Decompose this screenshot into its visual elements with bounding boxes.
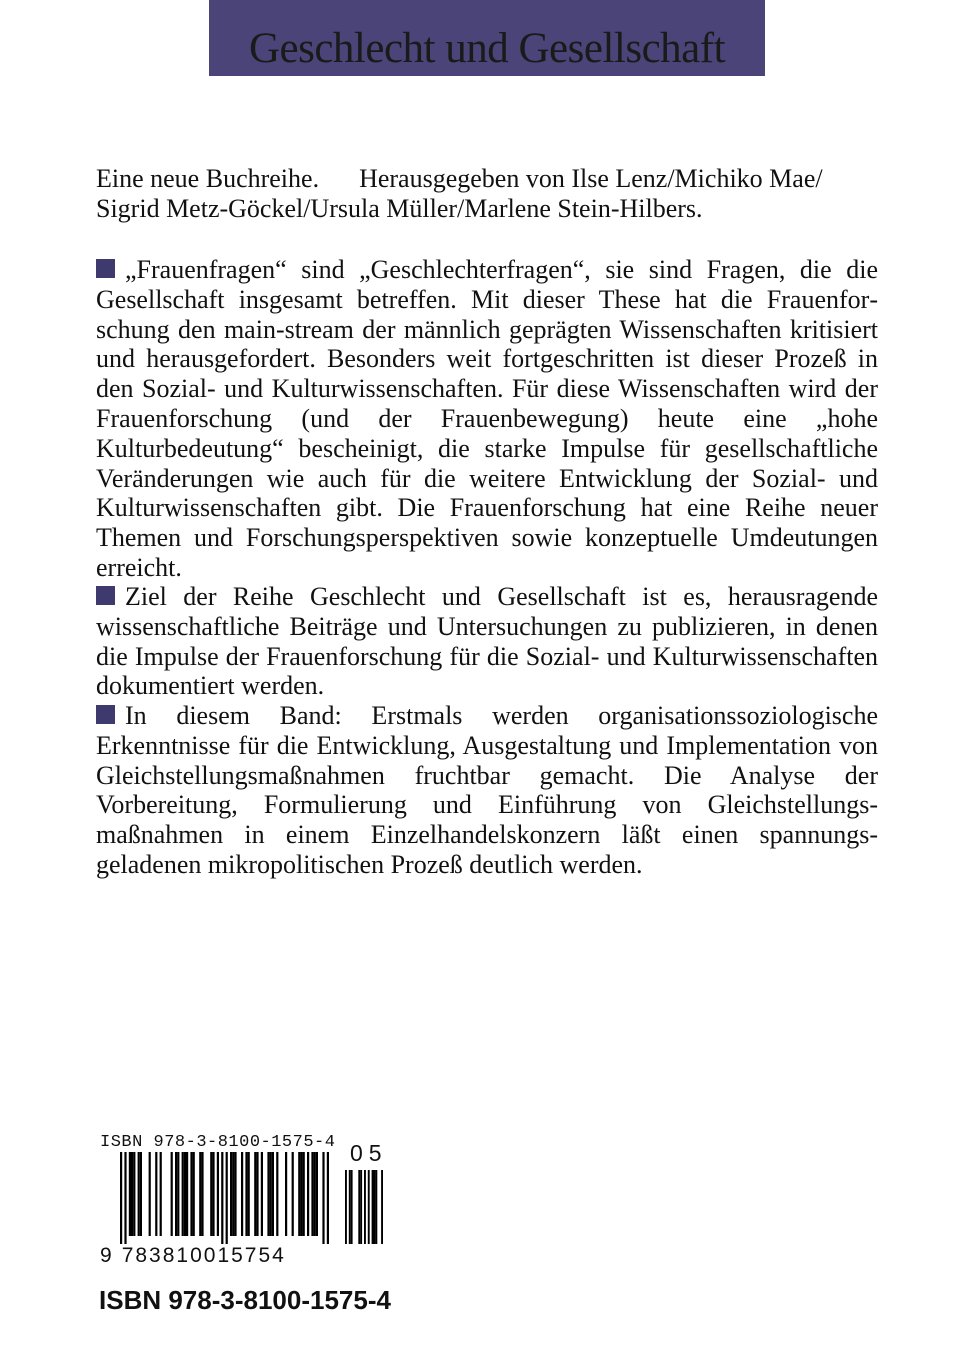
barcode-bar xyxy=(155,1152,157,1236)
barcode-guard-bar xyxy=(322,1152,324,1244)
barcode-guard-bar xyxy=(221,1152,223,1244)
bullet-square-icon xyxy=(96,586,115,605)
barcode-bar xyxy=(138,1152,140,1236)
barcode-bar xyxy=(234,1152,236,1236)
barcode-bar xyxy=(270,1152,272,1236)
barcode-bar xyxy=(303,1152,305,1236)
barcode-bar xyxy=(267,1152,269,1236)
barcode-addon-bar xyxy=(372,1170,374,1244)
barcode-bar xyxy=(300,1152,302,1236)
barcode-bar xyxy=(311,1152,313,1236)
barcode-bar xyxy=(230,1152,232,1236)
intro-editors: Herausgegeben von Ilse Lenz/Michiko Mae/ xyxy=(359,164,823,193)
paragraph-in-diesem-band xyxy=(96,701,878,880)
barcode-bar xyxy=(316,1152,318,1236)
barcode-bar xyxy=(307,1152,309,1236)
barcode-bar xyxy=(184,1152,186,1236)
barcode-bar xyxy=(292,1152,294,1236)
barcode-bar xyxy=(199,1152,201,1236)
barcode-bar xyxy=(210,1152,212,1236)
paragraph-ziel-der-reihe xyxy=(96,582,878,701)
barcode-bar xyxy=(232,1152,234,1236)
barcode-isbn-label: ISBN 978-3-8100-1575-4 xyxy=(100,1133,336,1152)
barcode-bar xyxy=(177,1152,179,1236)
barcode-addon-bar xyxy=(374,1170,376,1244)
barcode-bar xyxy=(276,1152,278,1236)
barcode-bar xyxy=(133,1152,135,1236)
paragraph-text: Ziel der Reihe Geschlecht und Gesellschaft ist es, herausragende wissenschaftliche Beiträge und Untersuchungen zu publizieren, in denen die Impulse der Frauenforschung für die Sozial- und Kulturwissenschaften dokumentiert werden. xyxy=(96,582,878,701)
barcode-bar xyxy=(190,1152,192,1236)
barcode-addon-digits: 05 xyxy=(350,1140,388,1166)
paragraph-text: In diesem Band: Erstmals werden organisationssoziologische Erkenntnisse für die Entwicklung, Ausgestaltung und Implementation von Gleichstellungsmaßnahmen fruchtbar gemacht. Die Analyse der Vorbereitung, Formulierung und Einführung von Gleichstellungsmaßnahmen in einem Einzelhandelskonzern läßt einen spannungsgeladenen mikropolitischen Prozeß deutlich werden. xyxy=(96,701,878,879)
barcode-bar xyxy=(175,1152,177,1236)
barcode-bar xyxy=(186,1152,188,1236)
barcode-bar xyxy=(182,1152,184,1236)
barcode-digits-rest: 783810015754 xyxy=(121,1244,286,1267)
barcode-digits xyxy=(100,1244,315,1268)
barcode-addon-bar xyxy=(381,1170,383,1244)
intro-line-2: Sigrid Metz-Göckel/Ursula Müller/Marlene Stein-Hilbers. xyxy=(96,194,703,223)
barcode-bar xyxy=(248,1152,250,1236)
barcode-bar xyxy=(298,1152,300,1236)
barcode-bar xyxy=(314,1152,316,1236)
barcode-bar xyxy=(256,1152,258,1236)
barcode-bar xyxy=(193,1152,195,1236)
barcode-bar xyxy=(140,1152,142,1236)
barcode-bar xyxy=(149,1152,151,1236)
barcode-digit-first: 9 xyxy=(100,1244,114,1267)
bullet-square-icon xyxy=(96,259,115,278)
barcode-addon-bar xyxy=(360,1170,362,1244)
intro-line-1 xyxy=(96,164,896,194)
barcode-bar xyxy=(241,1152,243,1236)
barcode-bar xyxy=(272,1152,274,1236)
barcode-addon-bar xyxy=(364,1170,366,1244)
barcode-addon-bar xyxy=(375,1170,377,1244)
barcode-guard-bar xyxy=(327,1152,329,1244)
barcode-guard-bar xyxy=(226,1152,228,1244)
barcode-bar xyxy=(261,1152,263,1236)
series-intro xyxy=(96,164,896,224)
barcode-addon-bar xyxy=(351,1170,353,1244)
barcode-bar xyxy=(131,1152,133,1236)
ean-barcode xyxy=(100,1152,390,1244)
paragraph-frauenfragen xyxy=(96,255,878,583)
barcode-bar xyxy=(245,1152,247,1236)
barcode-bar xyxy=(254,1152,256,1236)
intro-series-note: Eine neue Buchreihe. xyxy=(96,164,320,193)
barcode-bar xyxy=(129,1152,131,1236)
barcode-guard-bar xyxy=(124,1152,126,1244)
barcode-bar xyxy=(212,1152,214,1236)
barcode-addon-bar xyxy=(345,1170,347,1244)
barcode-bar xyxy=(285,1152,287,1236)
barcode-bar xyxy=(217,1152,219,1236)
bullet-square-icon xyxy=(96,705,115,724)
barcode-bar xyxy=(171,1152,173,1236)
barcode-guard-bar xyxy=(120,1152,122,1244)
barcode-bar xyxy=(160,1152,162,1236)
barcode-addon-bar xyxy=(358,1170,360,1244)
isbn-bottom: ISBN 978-3-8100-1575-4 xyxy=(99,1285,391,1315)
barcode-addon-bar xyxy=(368,1170,370,1244)
series-title: Geschlecht und Gesellschaft xyxy=(209,0,765,76)
barcode-addon-bar xyxy=(349,1170,351,1244)
paragraph-text: „Frauenfragen“ sind „Geschlechterfragen“, sie sind Fragen, die die Gesellschaft insgesamt betreffen. Mit dieser These hat die Frauenforschung den main-stream der männlich geprägten Wissenschaften kritisiert und herausgefordert. Besonders weit fortgeschritten ist dieser Prozeß in den Sozial- und Kulturwissenschaften. Für diese Wissenschaften wird der Frauenforschung (und der Frauenbewegung) heute eine „hohe Kulturbedeutung“ bescheinigt, die starke Impulse für gesellschaftliche Veränderungen wie auch für die weitere Entwicklung der Sozial- und Kulturwissenschaften gibt. Die Frauenforschung hat eine Reihe neuer Themen und Forschungsperspektiven sowie konzeptuelle Umdeutungen erreicht. xyxy=(96,255,878,582)
barcode-bar xyxy=(201,1152,203,1236)
